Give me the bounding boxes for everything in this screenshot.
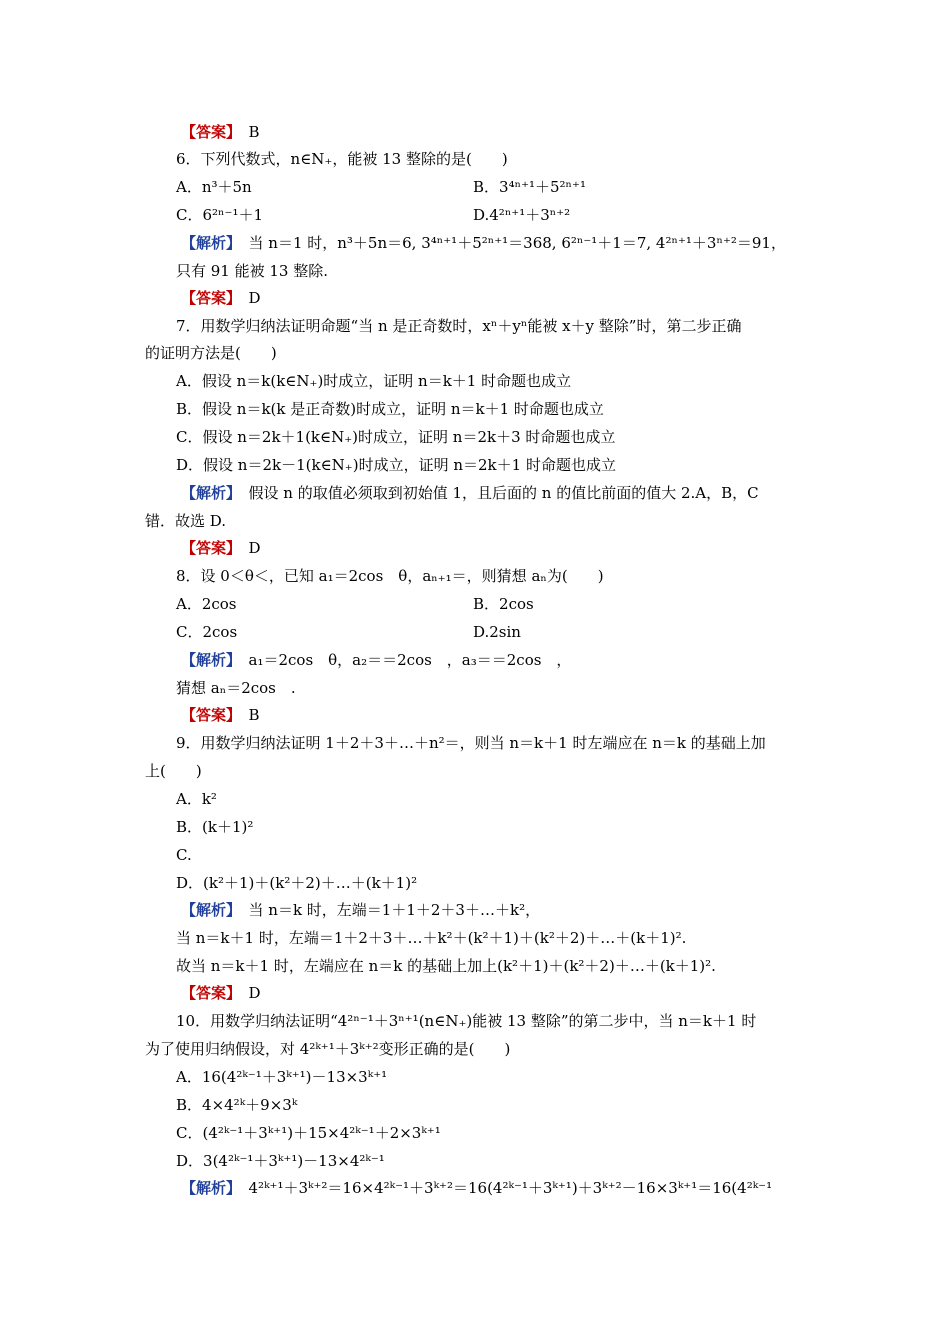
line-text: D．假设 n＝2k－1(k∈N₊)时成立，证明 n＝2k＋1 时命题也成立 — [176, 456, 616, 474]
text-line — [145, 1038, 510, 1060]
text-line — [176, 788, 217, 810]
analysis-tag: 【解析】 — [181, 901, 234, 919]
answer-tag: 【答案】 — [181, 539, 234, 557]
text-line — [176, 1122, 441, 1144]
line-text: 当 n＝k＋1 时，左端＝1＋2＋3＋…＋k²＋(k²＋1)＋(k²＋2)＋…＋(k＋1)². — [176, 929, 687, 947]
text-line — [176, 927, 686, 949]
text-line — [176, 1066, 387, 1088]
line-text: A．n³＋5n — [176, 178, 252, 196]
line-text: 当 n＝1 时，n³＋5n＝6, 3⁴ⁿ⁺¹＋5²ⁿ⁺¹＝368, 6²ⁿ⁻¹＋1＝7, 4²ⁿ⁺¹＋3ⁿ⁺²＝91， — [233, 234, 786, 252]
text-line — [145, 342, 277, 364]
analysis-line — [181, 1177, 772, 1199]
answer-tag: 【答案】 — [181, 706, 234, 724]
line-text: D．(k²＋1)＋(k²＋2)＋…＋(k＋1)² — [176, 874, 418, 892]
line-text: 只有 91 能被 13 整除. — [176, 262, 329, 280]
line-text: A．2cos — [176, 595, 237, 613]
answer-line — [181, 537, 261, 559]
text-line — [176, 260, 328, 282]
line-text: 10．用数学归纳法证明“4²ⁿ⁻¹＋3ⁿ⁺¹(n∈N₊)能被 13 整除”的第二步中，当 n＝k＋1 时 — [176, 1012, 757, 1030]
answer-line — [181, 121, 260, 143]
option-right-column: D.2sin — [473, 623, 521, 641]
analysis-tag: 【解析】 — [181, 234, 234, 252]
option-right-column: D.4²ⁿ⁺¹＋3ⁿ⁺² — [473, 206, 571, 224]
text-line — [176, 176, 252, 198]
text-line — [176, 370, 571, 392]
text-line — [176, 955, 716, 977]
line-text: D — [233, 289, 261, 307]
answer-line — [181, 982, 261, 1004]
answer-tag: 【答案】 — [181, 984, 234, 1002]
answer-tag: 【答案】 — [181, 289, 234, 307]
analysis-tag: 【解析】 — [181, 484, 234, 502]
line-text: 为了使用归纳假设，对 4²ᵏ⁺¹＋3ᵏ⁺²变形正确的是( ) — [145, 1040, 511, 1058]
line-text: B — [233, 706, 260, 724]
answer-line — [181, 704, 260, 726]
text-line — [176, 1010, 756, 1032]
text-line — [176, 1150, 385, 1172]
line-text: a₁＝2cos θ，a₂＝＝2cos ，a₃＝＝2cos ， — [233, 651, 572, 669]
text-line — [176, 621, 237, 643]
line-text: B．4×4²ᵏ＋9×3ᵏ — [176, 1096, 298, 1114]
line-text: B．(k＋1)² — [176, 818, 254, 836]
line-text: 假设 n 的取值必须取到初始值 1，且后面的 n 的值比前面的值大 2.A，B，C — [233, 484, 759, 502]
line-text: 的证明方法是( ) — [145, 344, 277, 362]
analysis-line — [181, 899, 540, 921]
text-line — [176, 593, 237, 615]
text-line — [176, 677, 296, 699]
option-right-column: B．3⁴ⁿ⁺¹＋5²ⁿ⁺¹ — [473, 178, 586, 196]
analysis-line — [181, 232, 786, 254]
line-text: D．3(4²ᵏ⁻¹＋3ᵏ⁺¹)－13×4²ᵏ⁻¹ — [176, 1152, 385, 1170]
option-right-column: B．2cos — [473, 595, 534, 613]
line-text: C．6²ⁿ⁻¹＋1 — [176, 206, 263, 224]
line-text: 4²ᵏ⁺¹＋3ᵏ⁺²＝16×4²ᵏ⁻¹＋3ᵏ⁺²＝16(4²ᵏ⁻¹＋3ᵏ⁺¹)＋3ᵏ⁺²－16×3ᵏ⁺¹＝16(4²ᵏ⁻¹ — [233, 1179, 773, 1197]
text-line — [176, 454, 616, 476]
text-line — [176, 204, 263, 226]
text-line — [176, 148, 508, 170]
line-text: A．16(4²ᵏ⁻¹＋3ᵏ⁺¹)－13×3ᵏ⁺¹ — [176, 1068, 388, 1086]
analysis-tag: 【解析】 — [181, 651, 234, 669]
line-text: C. — [176, 846, 192, 864]
text-line — [176, 565, 604, 587]
line-text: C．(4²ᵏ⁻¹＋3ᵏ⁺¹)＋15×4²ᵏ⁻¹＋2×3ᵏ⁺¹ — [176, 1124, 441, 1142]
line-text: D — [233, 984, 261, 1002]
text-line — [176, 816, 253, 838]
text-line — [176, 315, 741, 337]
line-text: 当 n＝k 时，左端＝1＋1＋2＋3＋…＋k²， — [233, 901, 541, 919]
line-text: C．2cos — [176, 623, 238, 641]
text-line — [176, 844, 192, 866]
line-text: A．k² — [176, 790, 217, 808]
analysis-line — [181, 649, 571, 671]
line-text: 猜想 aₙ＝2cos . — [176, 679, 296, 697]
analysis-tag: 【解析】 — [181, 1179, 234, 1197]
line-text: 错．故选 D. — [145, 512, 227, 530]
line-text: B．假设 n＝k(k 是正奇数)时成立，证明 n＝k＋1 时命题也成立 — [176, 400, 604, 418]
text-line — [145, 760, 202, 782]
text-line — [176, 872, 417, 894]
line-text: 8．设 0＜θ＜，已知 a₁＝2cos θ，aₙ₊₁＝，则猜想 aₙ为( ) — [176, 567, 604, 585]
line-text: C．假设 n＝2k＋1(k∈N₊)时成立，证明 n＝2k＋3 时命题也成立 — [176, 428, 616, 446]
text-line — [176, 426, 615, 448]
line-text: D — [233, 539, 261, 557]
text-line — [176, 1094, 297, 1116]
line-text: 6．下列代数式，n∈N₊，能被 13 整除的是( ) — [176, 150, 508, 168]
line-text: 故当 n＝k＋1 时，左端应在 n＝k 的基础上加上(k²＋1)＋(k²＋2)＋…＋(k＋1)². — [176, 957, 716, 975]
text-line — [176, 732, 766, 754]
answer-line — [181, 287, 261, 309]
answer-tag: 【答案】 — [181, 123, 234, 141]
line-text: 7．用数学归纳法证明命题“当 n 是正奇数时，xⁿ＋yⁿ能被 x＋y 整除”时，第二步正确 — [176, 317, 742, 335]
text-line — [176, 398, 604, 420]
line-text: 9．用数学归纳法证明 1＋2＋3＋…＋n²＝，则当 n＝k＋1 时左端应在 n＝k 的基础上加 — [176, 734, 766, 752]
analysis-line — [181, 482, 759, 504]
line-text: 上( ) — [145, 762, 202, 780]
line-text: A．假设 n＝k(k∈N₊)时成立，证明 n＝k＋1 时命题也成立 — [176, 372, 572, 390]
line-text: B — [233, 123, 260, 141]
text-line — [145, 510, 226, 532]
